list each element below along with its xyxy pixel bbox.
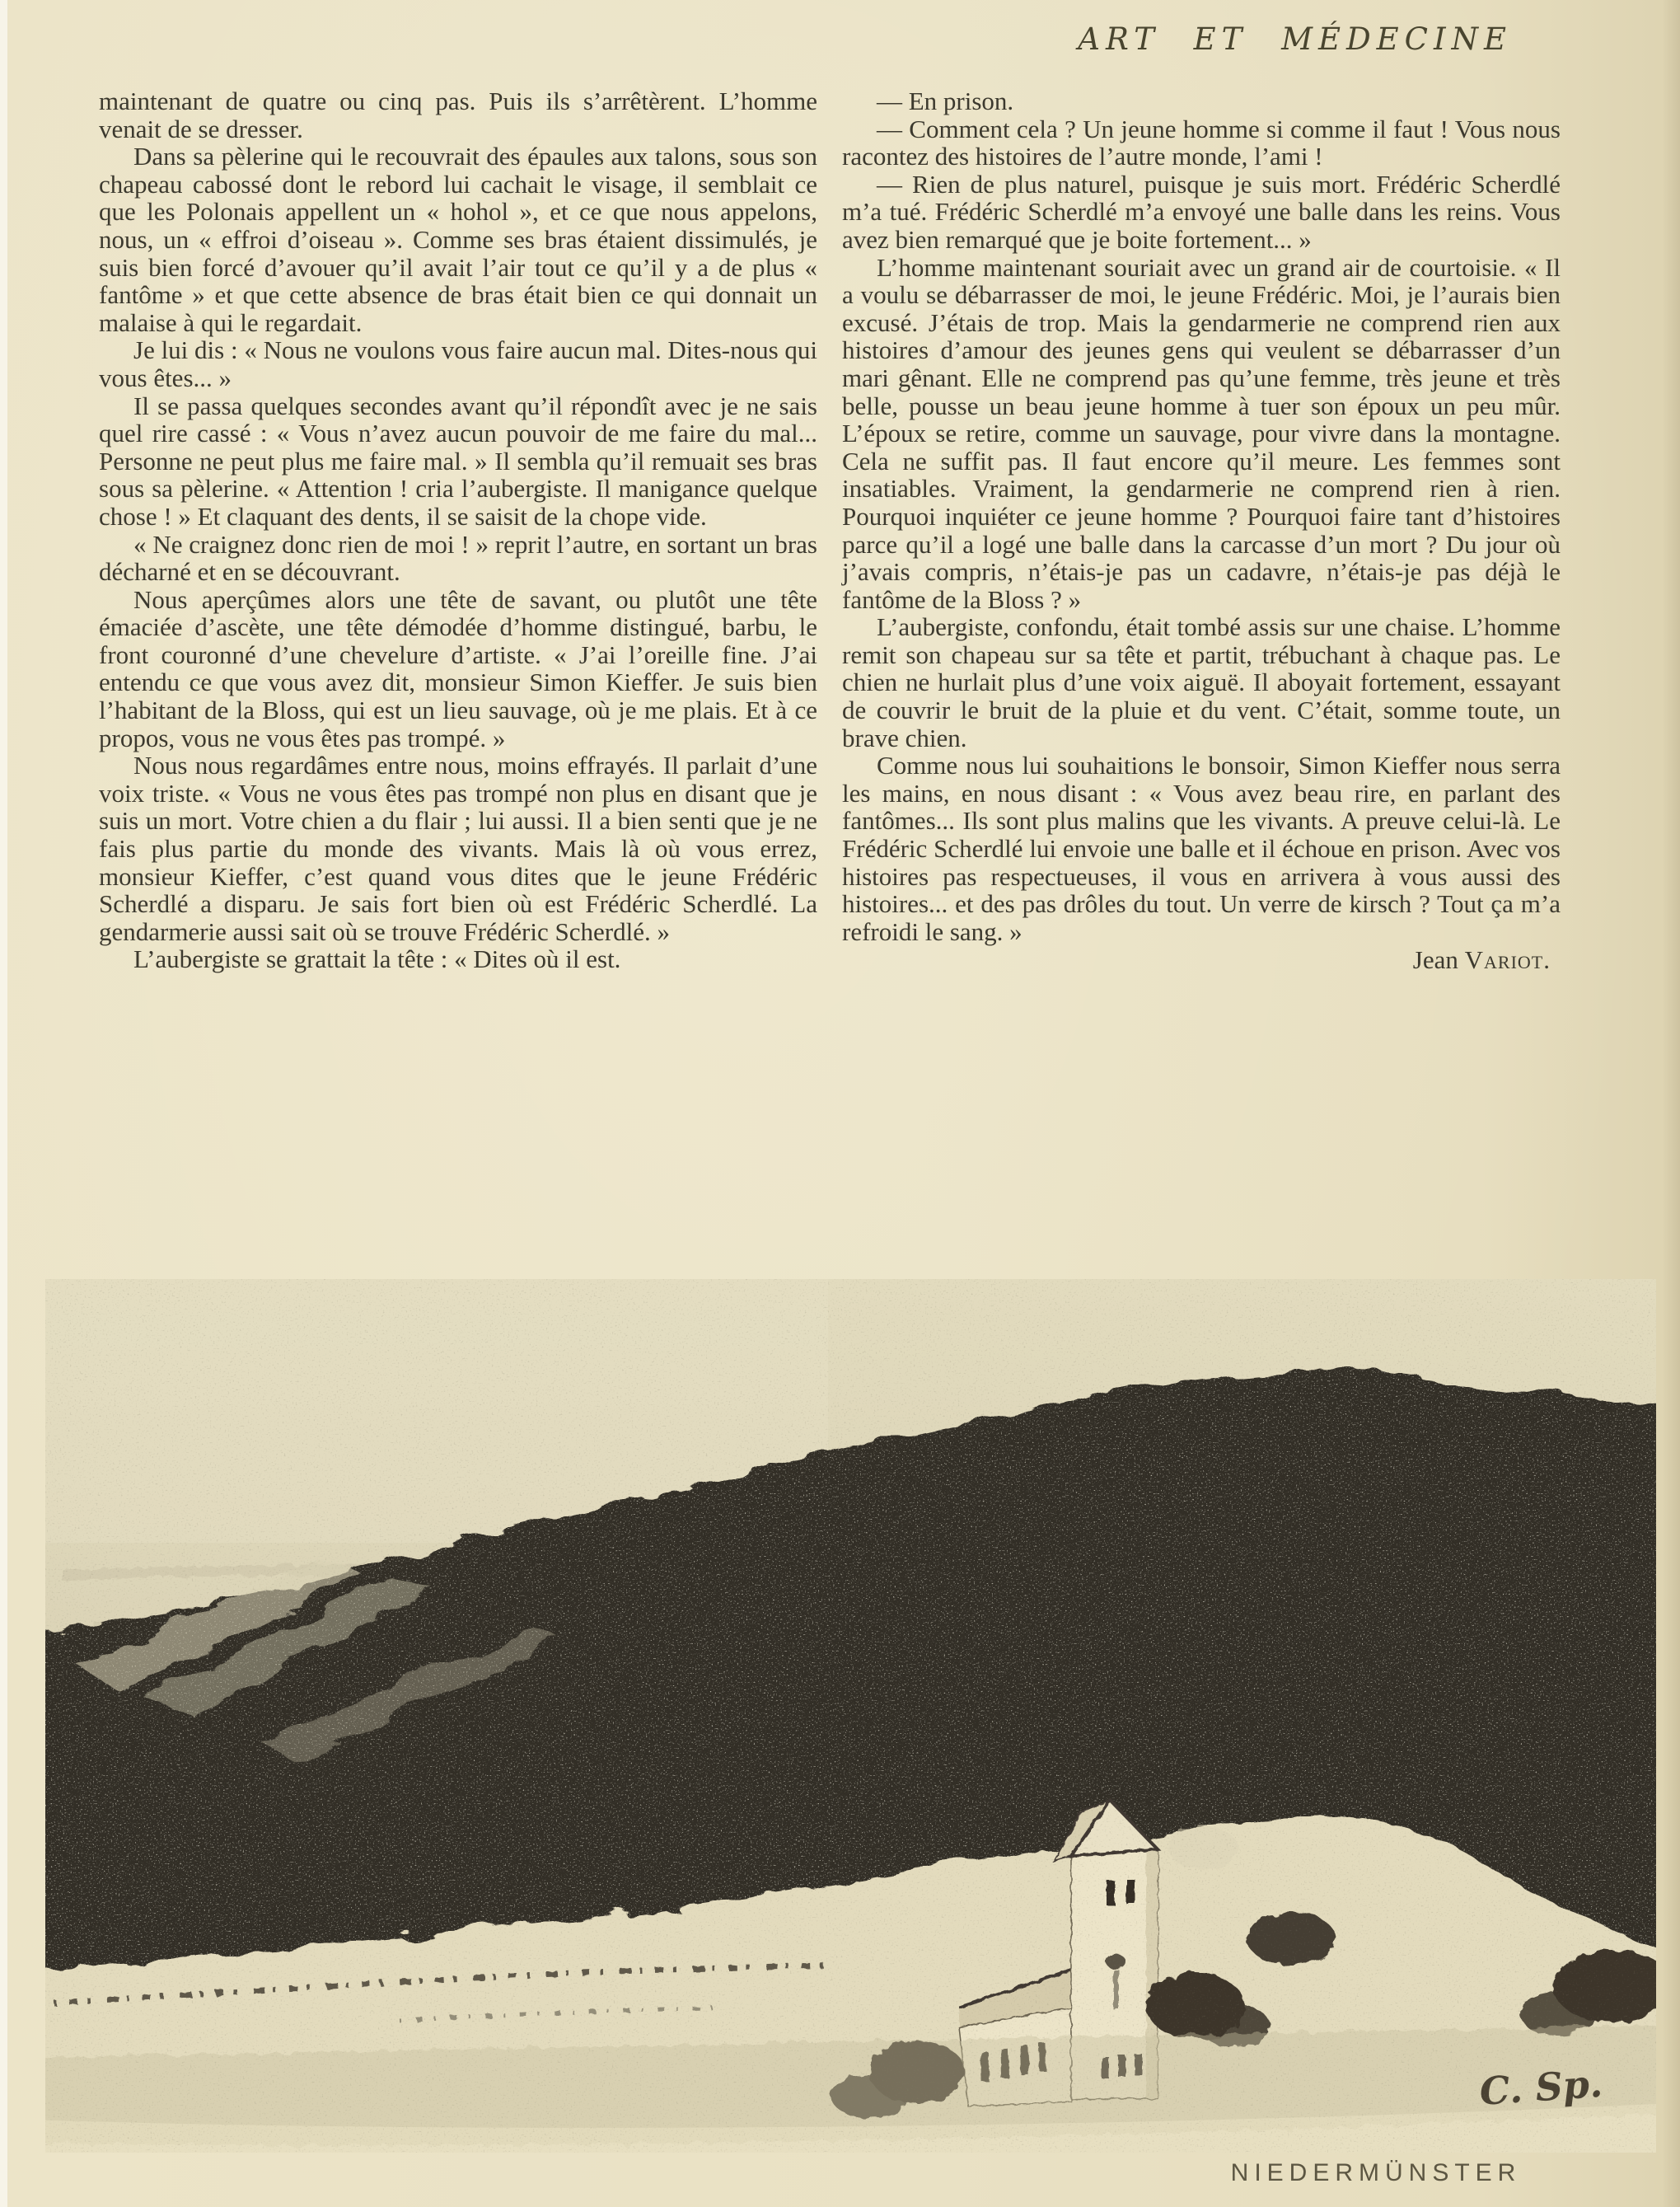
paragraph: « Ne craignez donc rien de moi ! » reprit l’autre, en sortant un bras décharné et en se découvrant. bbox=[99, 529, 817, 587]
landscape-illustration bbox=[45, 1279, 1656, 2153]
paragraph: — Comment cela ? Un jeune homme si comme il faut ! Vous nous racontez des histoires de l’autre monde, l’ami ! bbox=[842, 114, 1561, 171]
paragraph: maintenant de quatre ou cinq pas. Puis ils s’arrêtèrent. L’homme venait de se dresser. bbox=[99, 87, 817, 143]
illustration-grain bbox=[45, 1279, 1656, 2153]
paragraph: Nous nous regardâmes entre nous, moins effrayés. Il parlait d’une voix triste. « Vous ne vous êtes pas trompé non plus en disant que je suis un mort. Votre chien a du flair ; lui aussi. Il a bien senti que je ne fais plus partie du monde des vivants. Mais là où vous errez, monsieur Kieffer, c’est quand vous dites que le jeune Frédéric Scherdlé a disparu. Je sais fort bien où est Frédéric Scherdlé. La gendarmerie aussi sait où se trouve Frédéric Scherdlé. » bbox=[99, 751, 817, 946]
paragraph: Comme nous lui souhaitions le bonsoir, Simon Kieffer nous serra les mains, en nous disant : « Vous avez beau rire, en parlant des fantômes... Ils sont plus malins que les vivants. A preuve celui-là. Le Frédéric Scherdlé lui envoie une balle et il échoue en prison. Avec vos histoires pas respectueuses, il vous en arrivera à vous aussi des histoires... et des pas drôles du tout. Un verre de kirsch ? Tout ça m’a refroidi le sang. » bbox=[842, 751, 1561, 946]
paragraph: L’aubergiste se grattait la tête : « Dites où il est. bbox=[133, 944, 621, 974]
illustration-caption: NIEDERMÜNSTER bbox=[1230, 2159, 1522, 2186]
paragraph: — Rien de plus naturel, puisque je suis mort. Frédéric Scherdlé m’a tué. Frédéric Scherdlé m’a envoyé une balle dans les reins. Vous avez bien remarqué que je boite fortement... » bbox=[842, 169, 1561, 254]
paragraph: Je lui dis : « Nous ne voulons vous faire aucun mal. Dites-nous qui vous êtes... » bbox=[99, 335, 818, 392]
paragraph: L’aubergiste, confondu, était tombé assis sur une chaise. L’homme remit son chapeau sur sa tête et partit, trébuchant à chaque pas. Le chien ne hurlait plus d’une voix aiguë. Il aboyait fortement, essayant de couvrir le bruit de la pluie et du vent. C’était, somme toute, un brave chien. bbox=[842, 612, 1561, 752]
paragraph: — En prison. bbox=[877, 87, 1014, 115]
right-column-paragraphs bbox=[842, 87, 1561, 945]
running-head: ART ET MÉDECINE bbox=[1078, 21, 1512, 57]
paragraph: L’homme maintenant souriait avec un grand air de courtoisie. « Il a voulu se débarrasser de moi, le jeune Frédéric. Moi, je l’aurais bien excusé. J’étais de trop. Mais la gendarmerie ne comprend rien aux histoires d’amour des jeunes gens qui veulent se débarrasser d’un mari gênant. Elle ne comprend pas qu’une femme, très jeune et très belle, pousse un beau jeune homme à tuer son époux un peu mûr. L’époux se retire, comme un sauvage, pour vivre dans la montagne. Cela ne suffit pas. Il faut encore qu’il meure. Les femmes sont insatiables. Vraiment, la gendarmerie ne comprend rien à rien. Pourquoi inquiéter ce jeune homme ? Pourquoi faire tant d’histoires parce qu’il a logé une balle dans la carcasse d’un mort ? Du jour où j’avais compris, n’étais-je pas un cadavre, n’étais-je pas déjà le fantôme de la Bloss ? » bbox=[842, 252, 1561, 614]
byline-first-name: Jean bbox=[1412, 945, 1458, 975]
left-text-column bbox=[99, 87, 817, 973]
paragraph: Dans sa pèlerine qui le recouvrait des épaules aux talons, sous son chapeau cabossé dont le rebord lui cachait le visage, il semblait ce que les Polonais appellent un « hohol », et ce que nous appelons, nous, un « effroi d’oiseau ». Comme ses bras étaient dissimulés, je suis bien forcé d’avouer qu’il avait l’air tout ce qu’il y a de plus « fantôme » et que cette absence de bras était bien ce qui donnait un malaise à qui le regardait. bbox=[99, 142, 817, 337]
byline-last-name: Variot. bbox=[1464, 945, 1551, 975]
paragraph: Nous aperçûmes alors une tête de savant, ou plutôt une tête émaciée d’ascète, une tête démodée d’homme distingué, barbu, le front couronné d’une chevelure d’artiste. « J’ai l’oreille fine. J’ai entendu ce que vous avez dit, monsieur Simon Kieffer. Je suis bien l’habitant de la Bloss, qui est un lieu sauvage, où je me plais. Et à ce propos, vous ne vous êtes pas trompé. » bbox=[99, 584, 817, 752]
right-text-column bbox=[842, 87, 1561, 974]
byline bbox=[842, 946, 1561, 974]
paragraph: Il se passa quelques secondes avant qu’il répondît avec je ne sais quel rire cassé : « Vous n’avez aucun pouvoir de me faire du mal... Personne ne peut plus me faire mal. » Il sembla qu’il remuait ses bras sous sa pèlerine. « Attention ! cria l’aubergiste. Il manigance quelque chose ! » Et claquant des dents, il se saisit de la chope vide. bbox=[99, 391, 817, 531]
